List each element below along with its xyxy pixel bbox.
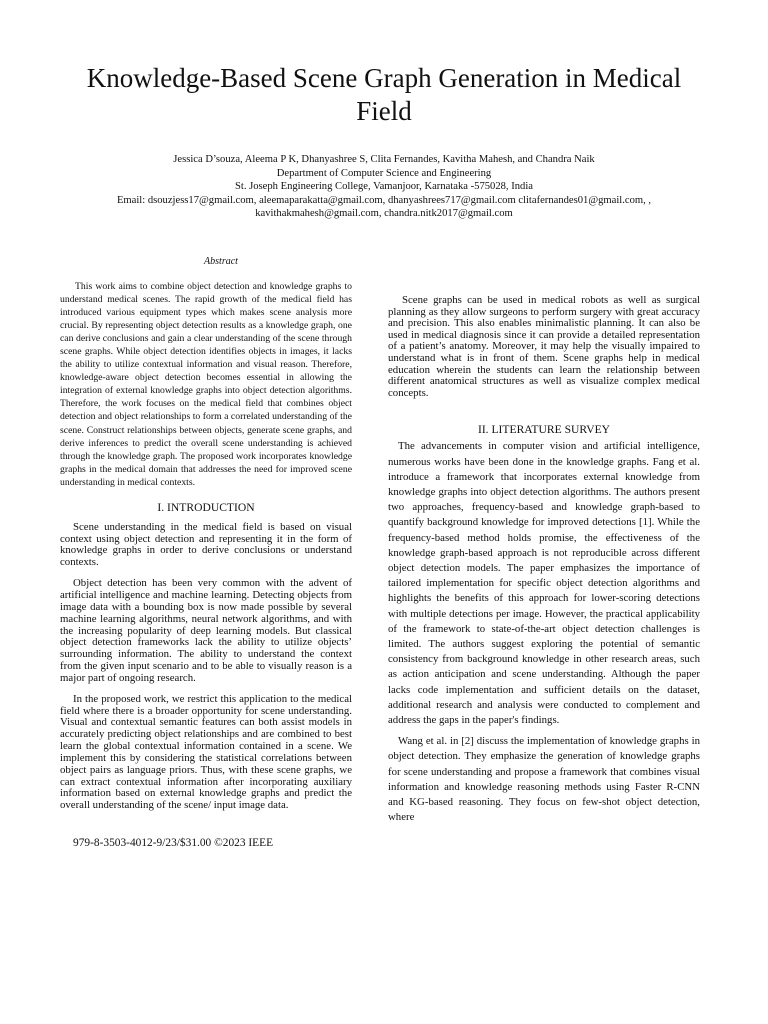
introduction-paragraph-1: Scene understanding in the medical field is based on visual context using object detection and representing it in the form of knowledge graphs in order to derive conclusions or understand contexts. (60, 520, 352, 569)
literature-paragraph-1: The advancements in computer vision and artificial intelligence, numerous works have been done in the knowledge graphs. Fang et al. introduce a framework that incorporates external knowledge from knowledge graphs into object detection algorithms. The authors present two approaches, frequency-based and knowledge graph-based to quantify background knowledge for improved detections [1]. While the frequency-based method holds promise, the effectiveness of the knowledge graph-based approach is not reproducible across different object detection models. The paper emphasizes the importance of tailored implementation for specific object detection algorithms and highlights the benefits of this approach for lower-scoring detections with multiple detections per image. However, the practical applicability of the framework to state-of-the-art object detection challenges is limited. The authors suggest exploring the potential of semantic consistency from background knowledge in other research areas, such as action anticipation and scene understanding. Although the paper lacks code implementation and sufficient details on the dataset, additional research and analysis were conducted to complement and address the gaps in the paper's findings. (388, 440, 700, 726)
section-heading-literature-survey: II. LITERATURE SURVEY (477, 423, 611, 437)
introduction-paragraph-3: In the proposed work, we restrict this application to the medical field where there is a broader opportunity for scene understanding. Visual and contextual semantic features can both assist models in accurately predicting object relationships and are combined to best learn the global contextual information contained in a scene. We implement this by considering the statistical correlations between object pairs as language priors. Thus, with these scene graphs, we can extract contextual information after incorporating auxiliary information based on external knowledge graphs and predict the overall understanding of the scene/ input image data. (60, 692, 352, 812)
author-department: Department of Computer Science and Engineering (276, 167, 492, 179)
scene-graphs-paragraph: Scene graphs can be used in medical robots as well as surgical planning as they allow surgeons to perform surgery with great accuracy and precision. This also enables minimalistic planning. It can also be used in medical diagnosis since it can provide a detailed representation of a patient’s anatomy. Moreover, it may help the visually impaired to understand what is in front of them. Scene graphs help in medical education wherein the students can learn the relationship between different anatomical structures as well as visualize complex medical concepts. (388, 294, 700, 399)
right-column (388, 295, 700, 825)
author-block (40, 153, 728, 221)
section-heading-introduction: I. INTRODUCTION (157, 500, 255, 514)
author-names: Jessica D’souza, Aleema P K, Dhanyashree S, Clita Fernandes, Kavitha Mahesh, and Chandra Naik (173, 154, 595, 165)
introduction-paragraph-2: Object detection has been very common with the advent of artificial intelligence and machine learning. Detecting objects from image data with a bounding box is now made possible by several machine learning algorithms, neural network algorithms, and with the increasing popularity of deep learning models. But classical object detection frameworks lack the ability to utilize objects’ surrounding information. The ability to understand the context from the given input scenario and to be able to visually reason is a major part of ongoing research. (60, 577, 352, 684)
left-column (60, 280, 352, 850)
abstract-heading: Abstract (204, 256, 238, 267)
author-institution: St. Joseph Engineering College, Vamanjoor, Karnataka -575028, India (235, 181, 533, 193)
abstract-text: This work aims to combine object detection and knowledge graphs to understand medical scenes. The rapid growth of the medical field has introduced various equipment types which makes scene analysis more crucial. By representing object detection results as a knowledge graph, one can derive conclusions and gain a clear understanding of the scene through scene graphs. While object detection identifies objects in images, it lacks the ability to utilize contextual information and visual reason. Therefore, knowledge-aware object detection becomes essential in allowing the integration of external knowledge graphs into object detection algorithms. Therefore, the work focuses on the medical field that combines object detection and object relationships to form a correlated understanding of the scene. Construct relationships between objects, generate scene graphs, and derive inferences to predict the overall scene understanding is achieved through the knowledge graph. The proposed work incorporates knowledge graphs in the medical domain that addresses the need for improved scene understanding in medical contexts. (60, 281, 352, 488)
literature-paragraph-2: Wang et al. in [2] discuss the implementation of knowledge graphs in object detection. They emphasize the generation of knowledge graphs for scene understanding and propose a framework that combines visual information and knowledge reasoning methods using Faster R-CNN and KG-based reasoning. They focus on few-shot object detection, where (388, 735, 700, 824)
author-emails-line-2: kavithakmahesh@gmail.com, chandra.nitk2017@gmail.com (255, 208, 513, 220)
copyright-footer: 979-8-3503-4012-9/23/$31.00 ©2023 IEEE (73, 837, 274, 850)
paper-title: Knowledge-Based Scene Graph Generation in Medical Field (86, 63, 682, 126)
author-emails-line-1: Email: dsouzjess17@gmail.com, aleemaparakatta@gmail.com, dhanyashrees717@gmail.com clitafernandes01@gmail.com, , (116, 194, 652, 206)
